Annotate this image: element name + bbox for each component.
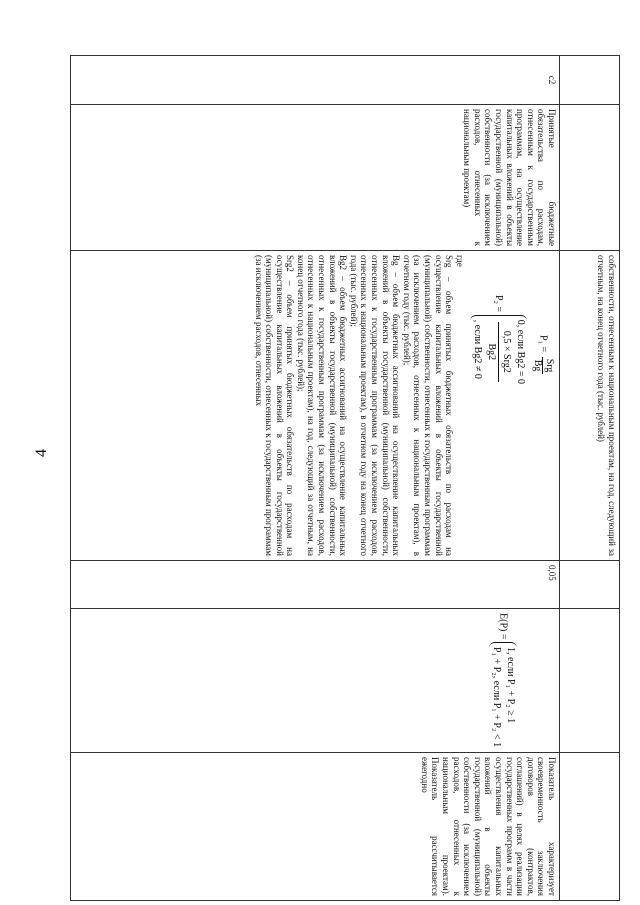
weight-value: 0,05 <box>71 561 560 609</box>
formula-cell <box>71 251 560 561</box>
evaluation-cell <box>71 609 560 753</box>
evaluation-formula: E(P) = 1, если P₁ + P₂ ≥ 1 P₁ + P₂, если P₁ + P₂ < 1 <box>491 613 516 748</box>
page-number: 4 <box>33 449 50 457</box>
definition-bg2: Bg2 – объем бюджетных ассигнований на осуществление капитальных вложений в объекты государственной (муниципальной) собственности, отнесенных к государственным программам (за исключением расходов, отнесенных к национальным проектам), на год, следующий за отчетным, на конец отчетного года (тыс. рублей); <box>295 255 349 556</box>
definition-srg: Srg – объем принятых бюджетных обязательств по расходам на осуществление капитальных вложений в объекты государственной (муниципальной) собственности, отнесенных к государственным программам (за исключением расходов, отнесенных к национальным проектам), в отчетном году (тыс. рублей); <box>401 255 455 556</box>
header-cell-description <box>560 753 620 901</box>
where-label: где <box>454 255 465 267</box>
fraction-p1: Srg Bg <box>532 358 555 373</box>
table-row <box>71 56 560 901</box>
header-cell-formula: собственности, отнесенным к национальным проектам, на год, следующий за отчетным, на конец отчетного года (тыс. рублей) <box>560 251 620 561</box>
header-cell-evaluation <box>560 609 620 753</box>
indicator-name: Принятые бюджетные обязательства по расходам, отнесенным к государственным программам, на осуществление капитальных вложений в объекты государственной (муниципальной) собственности (за исключением расходов, отнесенных к национальным проектам) <box>71 105 560 251</box>
table-header-row <box>560 56 620 901</box>
header-cell-weight <box>560 561 620 609</box>
definition-bg: Bg – объем бюджетных ассигнований на осуществление капитальных вложений в объекты государственной (муниципальной) собственности, отнесенных к государственным программам (за исключением расходов, отнесенных к национальным проектам), в отчетном году на конец отчетного года (тыс. рублей); <box>348 255 402 556</box>
rotated-table-container <box>70 55 620 900</box>
fraction-p2: 0,5 × Srg2 Bg2 <box>484 322 513 382</box>
header-cell-indicator <box>560 105 620 251</box>
header-cell-code <box>560 56 620 105</box>
definition-srg2: Srg2 – объем принятых бюджетных обязательств по расходам на осуществление капитальных вложений в объекты государственной (муниципальной) собственности, отнесенных к государственным программам (за исключением расходов, отнесенных <box>253 255 296 556</box>
formula-p2: P₂ = 0, если Bg2 = 0 0,5 × Srg2 Bg2 , если Bg2 ≠ 0 <box>471 295 526 384</box>
brace-cases: 0, если Bg2 = 0 0,5 × Srg2 Bg2 , если Bg2 ≠ 0 <box>470 315 527 384</box>
indicator-description: Показатель характеризует своевременность заключения договоров (контрактов, соглашений) в целях реализации государственных программ в части осуществления капитальных вложений в объекты государственной (муниципальной) собственности (за исключением расходов, отнесенных к национальным проектам). Показатель рассчитывается ежегодно <box>71 753 560 901</box>
indicator-table <box>70 55 620 901</box>
formula-p1: P₁ = Srg Bg <box>532 335 555 373</box>
evaluation-brace: 1, если P₁ + P₂ ≥ 1 P₁ + P₂, если P₁ + P₂ < 1 <box>489 642 517 747</box>
indicator-code: с2 <box>71 56 560 105</box>
